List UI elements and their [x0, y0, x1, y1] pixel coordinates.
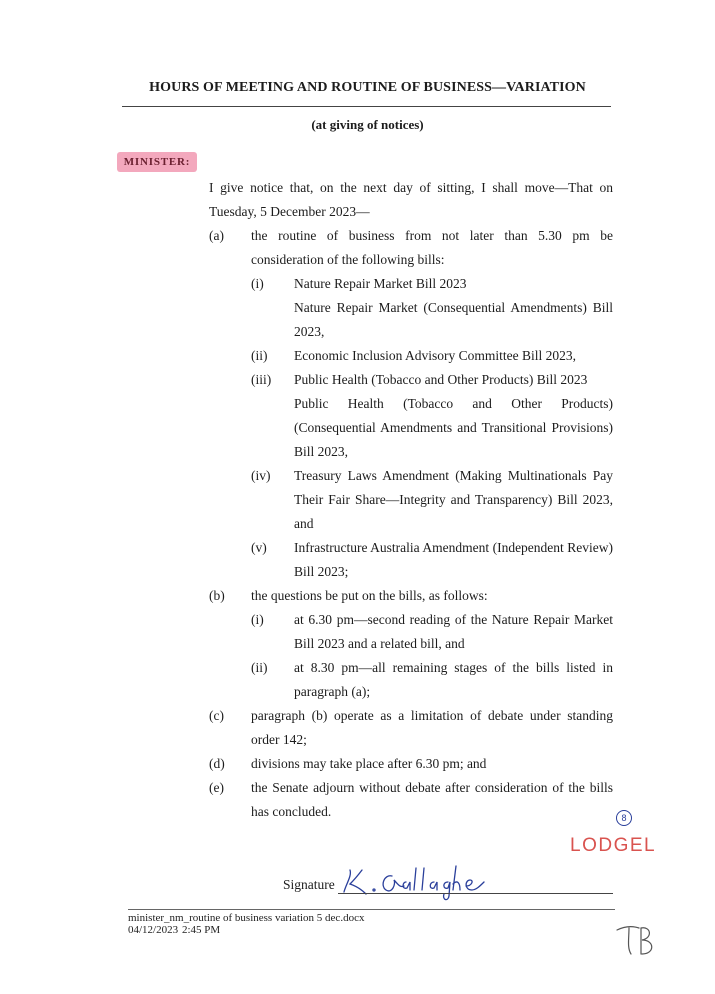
para-a-iii-line-1: Public Health (Tobacco and Other Products) Bill 2023 — [294, 372, 588, 387]
document-subtitle: (at giving of notices) — [311, 117, 424, 132]
para-a-iii-line-2: Public Health (Tobacco and Other Products) (Consequential Amendments and Transitional Provisions) Bill 2023, — [294, 396, 613, 459]
para-a-ii-text: Economic Inclusion Advisory Committee Bill 2023, — [294, 348, 576, 363]
footer-date: 04/12/2023 — [128, 924, 179, 936]
notice-line-1: I give notice that, on the next day of sitting, I shall move—That on — [209, 180, 613, 195]
para-e-text: the Senate adjourn without debate after consideration of the bills has concluded. — [251, 780, 613, 819]
lodged-stamp: LODGEL — [570, 835, 657, 856]
para-a-iii-text — [294, 368, 613, 464]
para-b-label: (b) — [209, 588, 225, 603]
para-c-text: paragraph (b) operate as a limitation of debate under standing order 142; — [251, 708, 613, 747]
para-b-ii-label: (ii) — [251, 660, 268, 675]
stamp-number-mark: 8 — [616, 810, 632, 826]
para-a-label: (a) — [209, 228, 224, 243]
para-a-text: the routine of business from not later than 5.30 pm be consideration of the following bills: — [251, 228, 613, 267]
para-a-iv-label: (iv) — [251, 468, 271, 483]
signature-line — [338, 893, 613, 894]
footer-rule — [128, 909, 615, 910]
para-a-iii-label: (iii) — [251, 372, 272, 387]
para-a-i-line-2: Nature Repair Market (Consequential Amendments) Bill 2023, — [294, 300, 613, 339]
para-a-ii-label: (ii) — [251, 348, 268, 363]
handwritten-signature — [340, 862, 500, 902]
para-b-ii-text: at 8.30 pm—all remaining stages of the bills listed in paragraph (a); — [294, 660, 613, 699]
notice-intro — [209, 176, 613, 224]
para-e-label: (e) — [209, 780, 224, 795]
document-title: HOURS OF MEETING AND ROUTINE OF BUSINESS—VARIATION — [149, 80, 586, 95]
para-a-i-text — [294, 272, 613, 344]
para-d-text: divisions may take place after 6.30 pm; and — [251, 756, 487, 771]
para-a-i-label: (i) — [251, 276, 264, 291]
minister-label: MINISTER: — [117, 152, 197, 172]
para-d-label: (d) — [209, 756, 225, 771]
para-a-v-label: (v) — [251, 540, 267, 555]
para-a-i-line-1: Nature Repair Market Bill 2023 — [294, 276, 467, 291]
para-b-i-label: (i) — [251, 612, 264, 627]
title-underline — [122, 106, 611, 107]
para-a-v-text: Infrastructure Australia Amendment (Independent Review) Bill 2023; — [294, 540, 613, 579]
footer-filename: minister_nm_routine of business variation 5 dec.docx — [128, 912, 365, 924]
signature-label: Signature — [283, 877, 335, 892]
para-c-label: (c) — [209, 708, 224, 723]
handwritten-initials — [615, 920, 665, 960]
footer-time: 2:45 PM — [182, 924, 221, 936]
para-b-i-text: at 6.30 pm—second reading of the Nature Repair Market Bill 2023 and a related bill, and — [294, 612, 613, 651]
notice-line-2: Tuesday, 5 December 2023— — [209, 204, 370, 219]
para-b-text: the questions be put on the bills, as follows: — [251, 588, 488, 603]
para-a-iv-text: Treasury Laws Amendment (Making Multinationals Pay Their Fair Share—Integrity and Transparency) Bill 2023, and — [294, 468, 613, 531]
